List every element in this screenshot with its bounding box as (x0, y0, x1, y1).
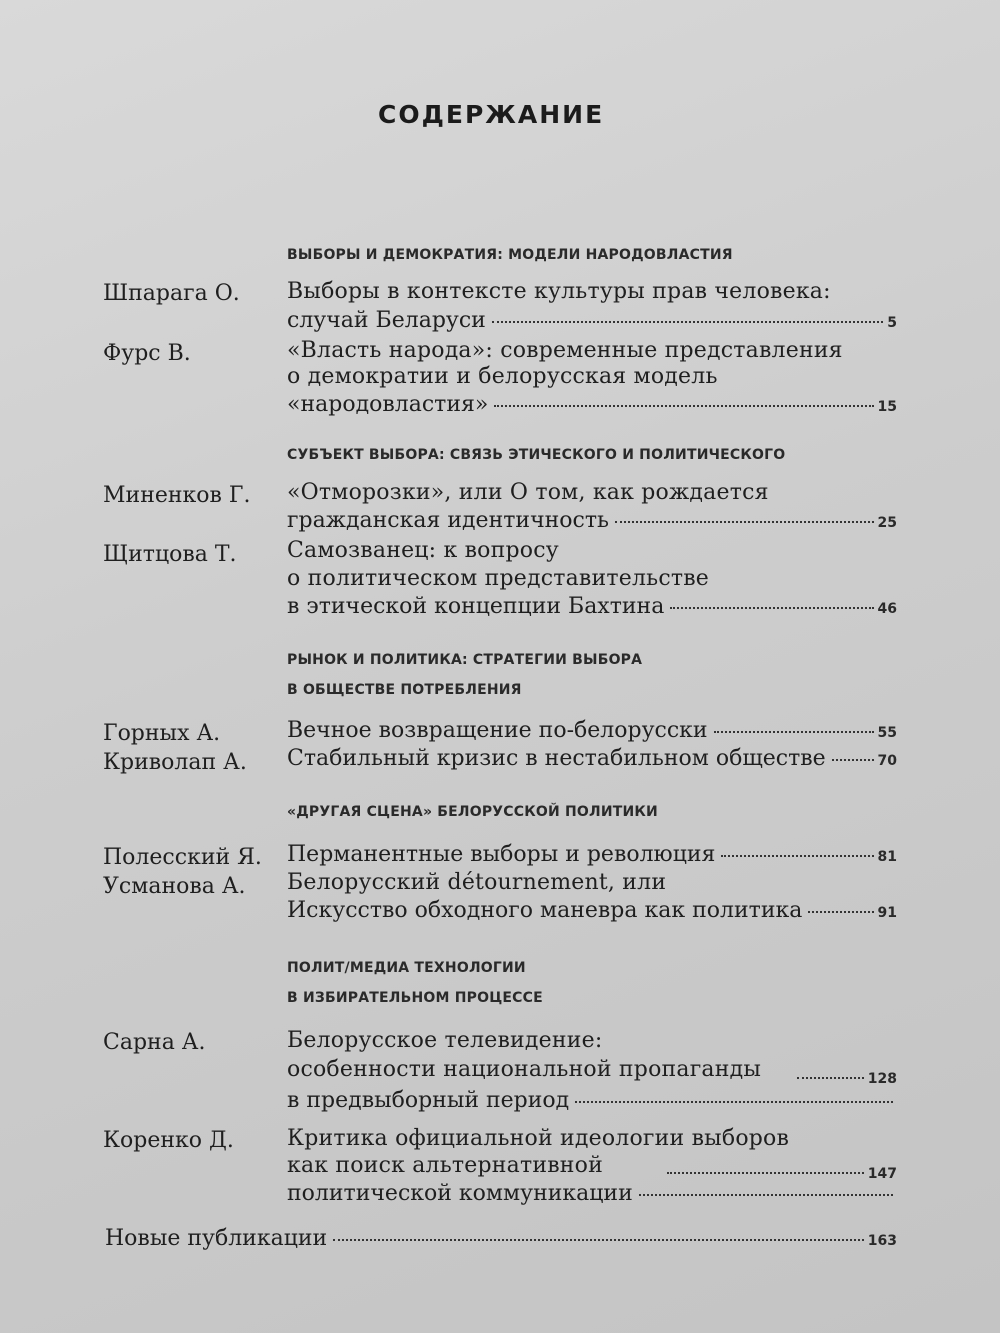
dot-leader (333, 1239, 864, 1241)
section-heading: «ДРУГАЯ СЦЕНА» БЕЛОРУССКОЙ ПОЛИТИКИ (287, 804, 658, 820)
page-number: 81 (877, 849, 897, 865)
entry-title-line: «народовластия» (287, 392, 489, 417)
page-number: 91 (877, 905, 897, 921)
page-number: 46 (877, 601, 897, 617)
dot-leader (494, 405, 873, 407)
entry-author: Усманова А. (103, 874, 246, 899)
dot-leader (808, 911, 873, 913)
entry-author: Сарна А. (103, 1030, 206, 1055)
entry-title-line: как поиск альтернативной (287, 1153, 603, 1178)
entry-author: Щитцова Т. (103, 542, 237, 567)
dot-leader (667, 1172, 864, 1174)
page-number: 128 (867, 1071, 897, 1087)
toc-entry-last-line[interactable] (287, 1088, 897, 1113)
section-heading: РЫНОК И ПОЛИТИКА: СТРАТЕГИИ ВЫБОРА (287, 652, 643, 668)
dot-leader (639, 1194, 893, 1196)
section-heading: ВЫБОРЫ И ДЕМОКРАТИЯ: МОДЕЛИ НАРОДОВЛАСТИЯ (287, 247, 733, 263)
entry-title-line: гражданская идентичность (287, 508, 609, 533)
entry-title-line: Критика официальной идеологии выборов (287, 1126, 790, 1151)
entry-title-line: в предвыборный период (287, 1088, 570, 1113)
dot-leader (492, 321, 883, 323)
toc-entry-last-line[interactable] (287, 308, 897, 333)
entry-title-line: Самозванец: к вопросу (287, 538, 559, 563)
entry-author: Горных А. (103, 721, 221, 746)
entry-title-line: Искусство обходного маневра как политика (287, 898, 803, 923)
entry-title-line: политической коммуникации (287, 1181, 633, 1206)
toc-entry-page-line[interactable] (287, 1166, 897, 1182)
entry-title-line: особенности национальной пропаганды (287, 1057, 762, 1082)
entry-author: Коренко Д. (103, 1128, 234, 1153)
toc-entry-page-line[interactable] (287, 1071, 897, 1087)
toc-entry-last-line[interactable] (287, 1181, 897, 1206)
toc-entry-last-line[interactable] (287, 594, 897, 619)
entry-author: Шпарага О. (103, 281, 240, 306)
entry-title-line: «Власть народа»: современные представления (287, 338, 843, 363)
entry-title-line: о демократии и белорусская модель (287, 364, 718, 389)
page-number: 5 (887, 315, 897, 331)
page-number: 147 (867, 1166, 897, 1182)
page-number: 15 (877, 399, 897, 415)
dot-leader (670, 607, 873, 609)
dot-leader (832, 759, 874, 761)
section-heading: В ОБЩЕСТВЕ ПОТРЕБЛЕНИЯ (287, 682, 522, 698)
entry-title-line: Белорусское телевидение: (287, 1028, 603, 1053)
entry-author: Фурс В. (103, 341, 191, 366)
entry-title-line: Новые публикации (105, 1226, 328, 1251)
dot-leader (714, 731, 874, 733)
toc-entry-last-line[interactable] (287, 842, 897, 867)
entry-author: Миненков Г. (103, 483, 251, 508)
entry-title-line: Белорусский détournement, или (287, 870, 667, 895)
entry-title-line: Перманентные выборы и революция (287, 842, 716, 867)
dot-leader (575, 1101, 893, 1103)
dot-leader (797, 1077, 864, 1079)
toc-entry-new-publications[interactable] (105, 1226, 897, 1251)
entry-title-line: о политическом представительстве (287, 566, 710, 591)
page-title: СОДЕРЖАНИЕ (378, 100, 605, 129)
toc-entry-last-line[interactable] (287, 746, 897, 771)
entry-author: Полесский Я. (103, 845, 262, 870)
dot-leader (615, 521, 874, 523)
entry-title-line: Выборы в контексте культуры прав человека: (287, 279, 831, 304)
entry-author: Криволап А. (103, 750, 247, 775)
section-heading: СУБЪЕКТ ВЫБОРА: СВЯЗЬ ЭТИЧЕСКОГО И ПОЛИТИЧЕСКОГО (287, 447, 786, 463)
dot-leader (721, 855, 873, 857)
page-number: 25 (877, 515, 897, 531)
entry-title-line: «Отморозки», или О том, как рождается (287, 480, 769, 505)
entry-title-line: Стабильный кризис в нестабильном обществе (287, 746, 826, 771)
entry-title-line: в этической концепции Бахтина (287, 594, 665, 619)
page-number: 163 (867, 1233, 897, 1249)
entry-title-line: Вечное возвращение по-белорусски (287, 718, 708, 743)
entry-title-line: случай Беларуси (287, 308, 486, 333)
toc-entry-last-line[interactable] (287, 718, 897, 743)
toc-entry-last-line[interactable] (287, 392, 897, 417)
section-heading: В ИЗБИРАТЕЛЬНОМ ПРОЦЕССЕ (287, 990, 543, 1006)
section-heading: ПОЛИТ/МЕДИА ТЕХНОЛОГИИ (287, 960, 526, 976)
page-number: 55 (877, 725, 897, 741)
toc-entry-last-line[interactable] (287, 898, 897, 923)
toc-entry-last-line[interactable] (287, 508, 897, 533)
page-number: 70 (877, 753, 897, 769)
